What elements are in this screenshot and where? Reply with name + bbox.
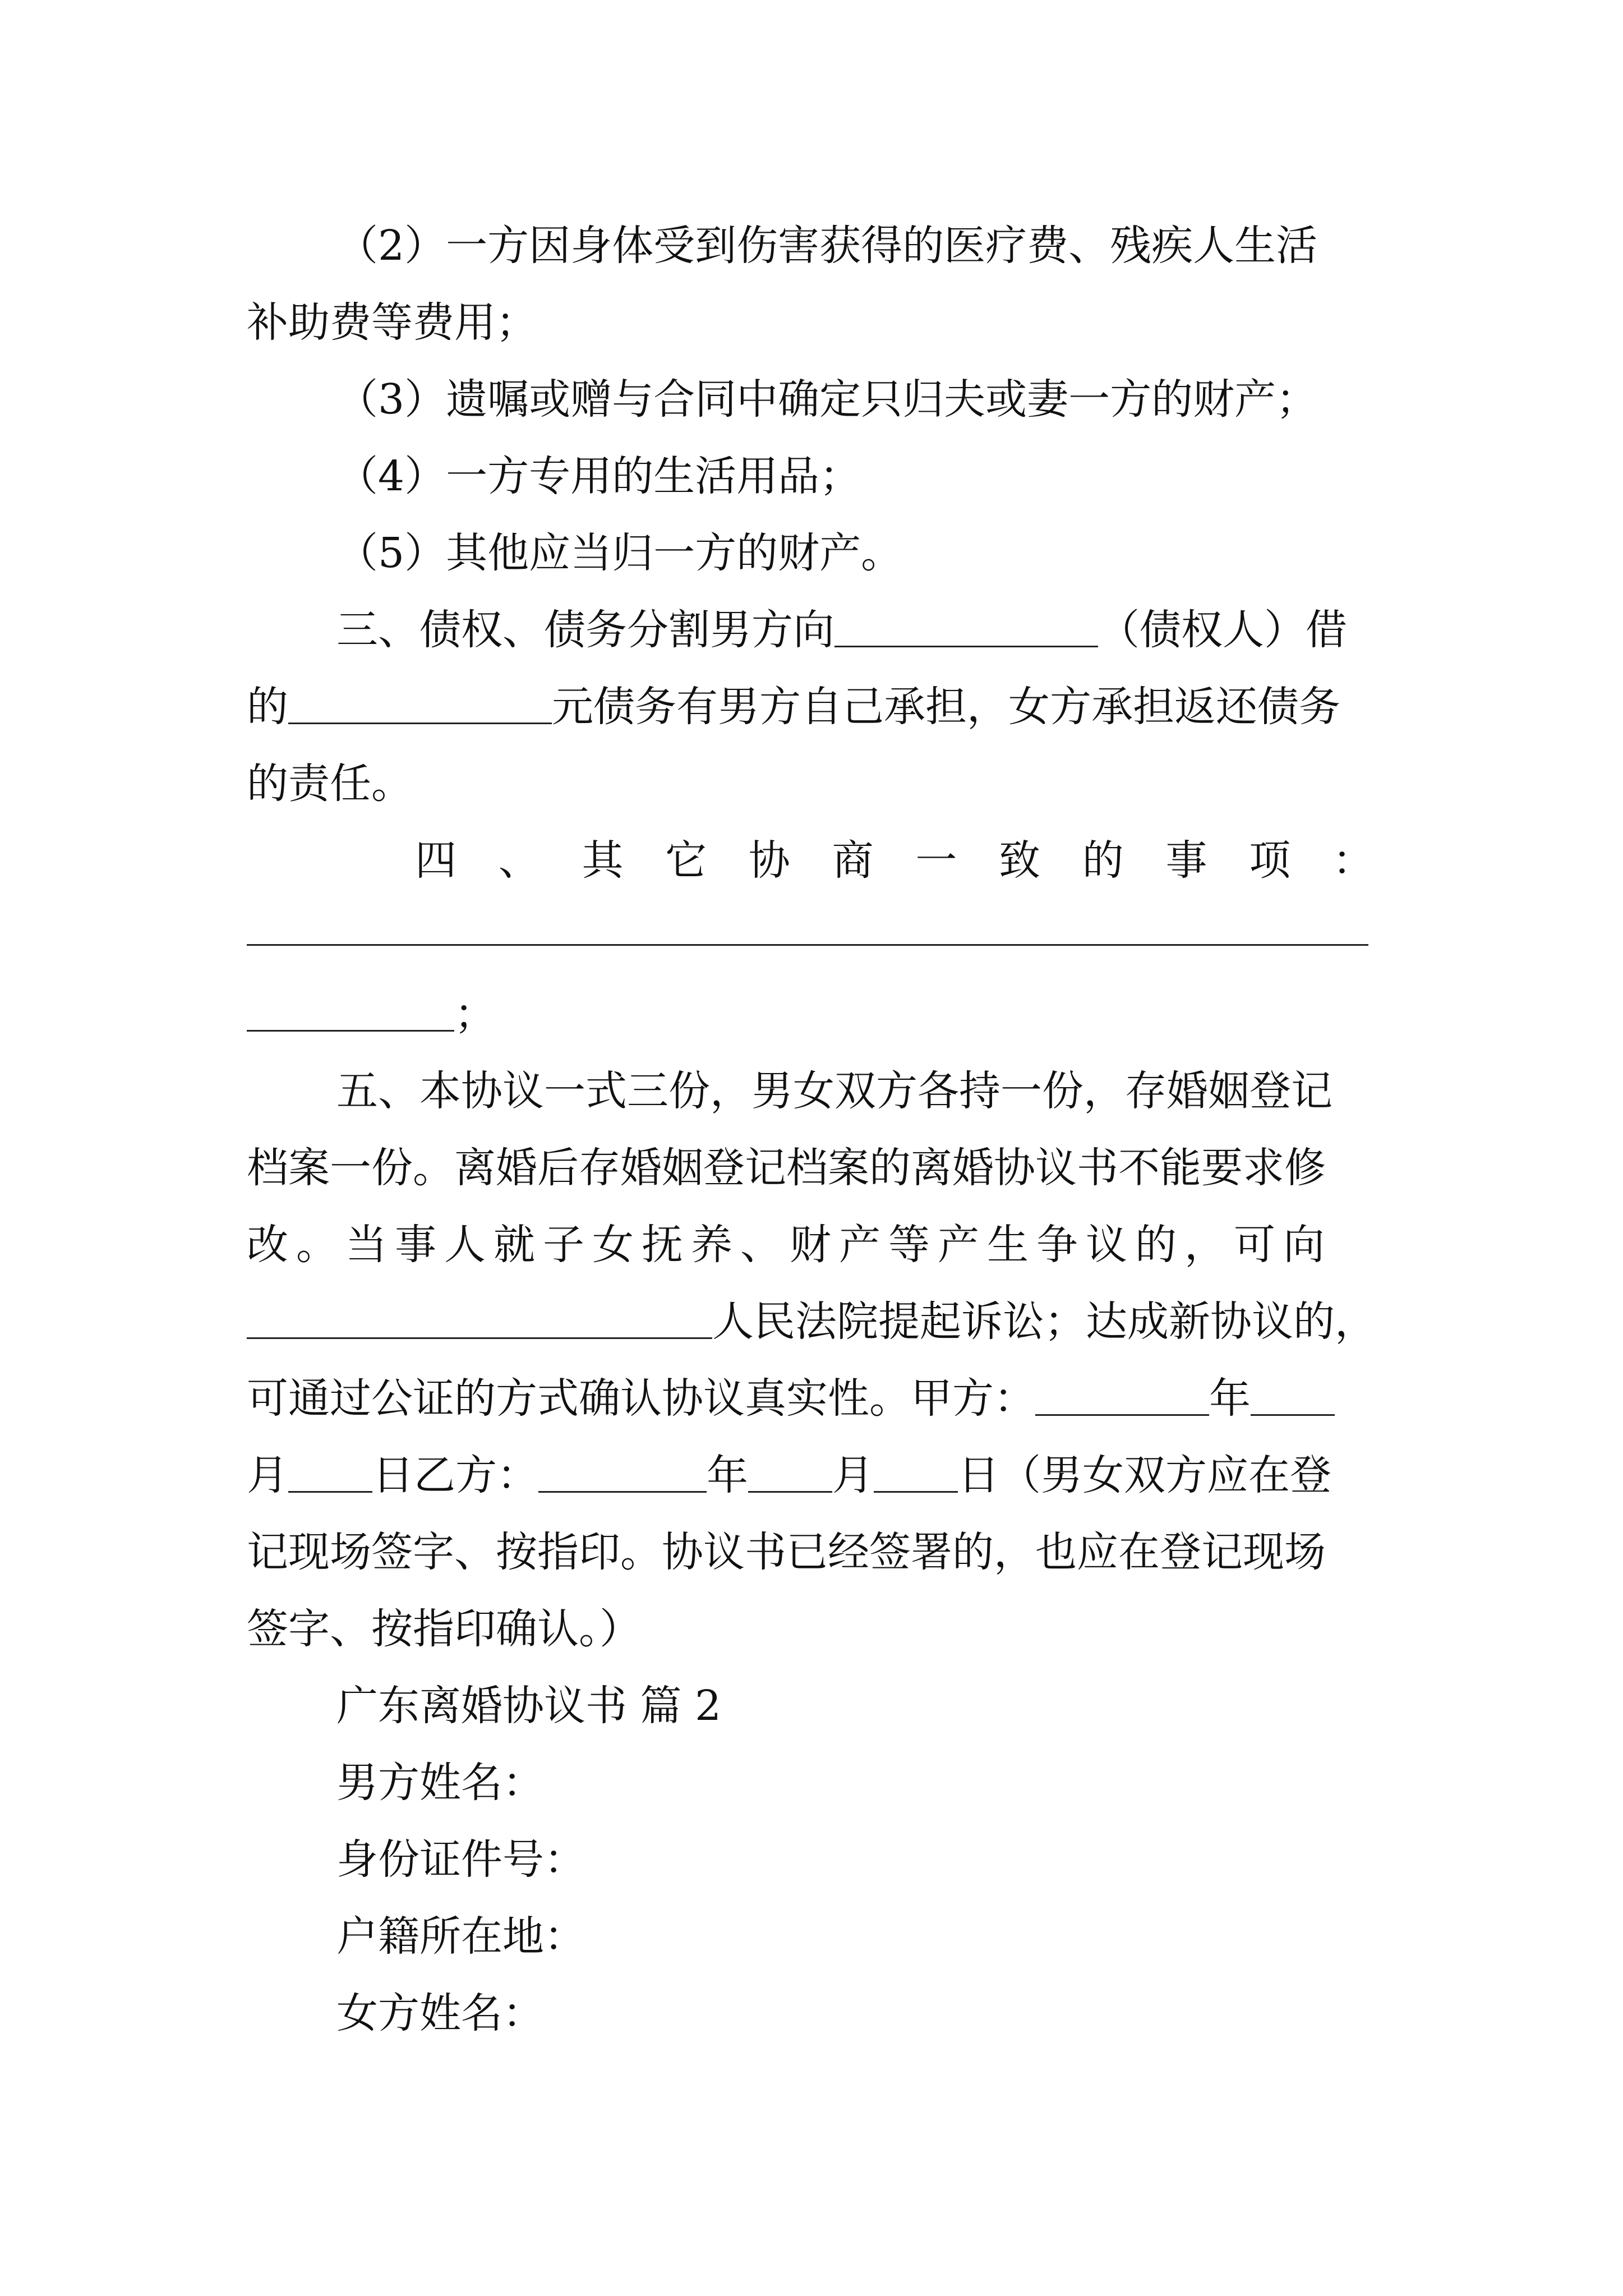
month-label: 月 bbox=[247, 1451, 288, 1499]
month-blank[interactable] bbox=[874, 1454, 958, 1493]
section-title: 广东离婚协议书 篇 2 bbox=[336, 1682, 722, 1730]
heading-char: 事 bbox=[1165, 836, 1207, 885]
heading-char: 其 bbox=[582, 836, 624, 885]
debt-amount-text: 元债务有男方自己承担，女方承担返还债务 bbox=[552, 683, 1340, 731]
heading-char: 商 bbox=[832, 836, 874, 885]
year-blank[interactable] bbox=[748, 1454, 832, 1493]
heading-char: 致 bbox=[999, 836, 1041, 885]
semicolon: ； bbox=[454, 990, 496, 1038]
paragraph-line: （2）一方因身体受到伤害获得的医疗费、残疾人生活 bbox=[336, 222, 1318, 270]
heading-char: 协 bbox=[748, 836, 790, 885]
paragraph-line: （5）其他应当归一方的财产。 bbox=[336, 529, 903, 577]
heading-char: 、 bbox=[498, 836, 540, 885]
court-text: 人民法院提起诉讼；达成新协议的， bbox=[712, 1297, 1376, 1346]
paragraph-line: 五、本协议一式三份，男女双方各持一份，存婚姻登记 bbox=[336, 1067, 1332, 1115]
other-matters-heading bbox=[247, 822, 1391, 899]
party-a-line bbox=[247, 1360, 1391, 1437]
year-label: 年 bbox=[707, 1451, 748, 1499]
year-label: 年 bbox=[1209, 1374, 1251, 1423]
amount-blank[interactable] bbox=[288, 685, 552, 724]
party-b-line bbox=[247, 1437, 1391, 1514]
court-line bbox=[247, 1283, 1391, 1360]
paragraph-line: 签字、按指印确认。） bbox=[247, 1605, 641, 1653]
female-name-label: 女方姓名： bbox=[336, 1989, 544, 2037]
paragraph-line: 记现场签字、按指印。协议书已经签署的，也应在登记现场 bbox=[247, 1528, 1326, 1576]
debt-amount-line bbox=[247, 669, 1391, 746]
heading-char: ： bbox=[1332, 836, 1374, 885]
year-blank[interactable] bbox=[1251, 1377, 1335, 1416]
party-b-text: 日乙方： bbox=[372, 1451, 538, 1499]
heading-char: 它 bbox=[665, 836, 707, 885]
paragraph-line: （3）遗嘱或赠与合同中确定只归夫或妻一方的财产； bbox=[336, 375, 1318, 424]
month-blank[interactable] bbox=[288, 1454, 372, 1493]
debt-clause-line bbox=[247, 592, 1391, 669]
paragraph-line: 的责任。 bbox=[247, 760, 413, 808]
court-blank[interactable] bbox=[247, 1300, 712, 1339]
debt-clause-text: 三、债权、债务分割男方向 bbox=[336, 606, 834, 654]
creditor-label: （债权人）借 bbox=[1098, 606, 1347, 654]
paragraph-line: （4）一方专用的生活用品； bbox=[336, 452, 861, 500]
heading-char: 项 bbox=[1249, 836, 1291, 885]
creditor-blank[interactable] bbox=[834, 609, 1098, 647]
id-number-label: 身份证件号： bbox=[336, 1835, 585, 1884]
document-page bbox=[247, 208, 1391, 2052]
debt-amount-prefix: 的 bbox=[247, 683, 288, 731]
party-b-blank[interactable] bbox=[538, 1454, 707, 1493]
paragraph-line: 改。当事人就子女抚养、财产等产生争议的，可向 bbox=[247, 1221, 1332, 1269]
other-matters-end-line bbox=[247, 976, 1391, 1053]
household-register-label: 户籍所在地： bbox=[336, 1912, 585, 1961]
other-matters-blank-short[interactable] bbox=[247, 993, 454, 1032]
heading-char: 四 bbox=[415, 836, 457, 885]
heading-char: 一 bbox=[915, 836, 957, 885]
day-text: 日（男女双方应在登 bbox=[958, 1451, 1331, 1499]
heading-char: 的 bbox=[1082, 836, 1124, 885]
other-matters-blank-line bbox=[247, 899, 1391, 976]
paragraph-line: 补助费等费用； bbox=[247, 298, 537, 347]
other-matters-blank[interactable] bbox=[247, 899, 1368, 946]
male-name-label: 男方姓名： bbox=[336, 1759, 544, 1807]
paragraph-line: 档案一份。离婚后存婚姻登记档案的离婚协议书不能要求修 bbox=[247, 1144, 1326, 1192]
party-a-blank[interactable] bbox=[1035, 1377, 1209, 1416]
party-a-text: 可通过公证的方式确认协议真实性。甲方： bbox=[247, 1374, 1035, 1423]
month-label: 月 bbox=[832, 1451, 874, 1499]
